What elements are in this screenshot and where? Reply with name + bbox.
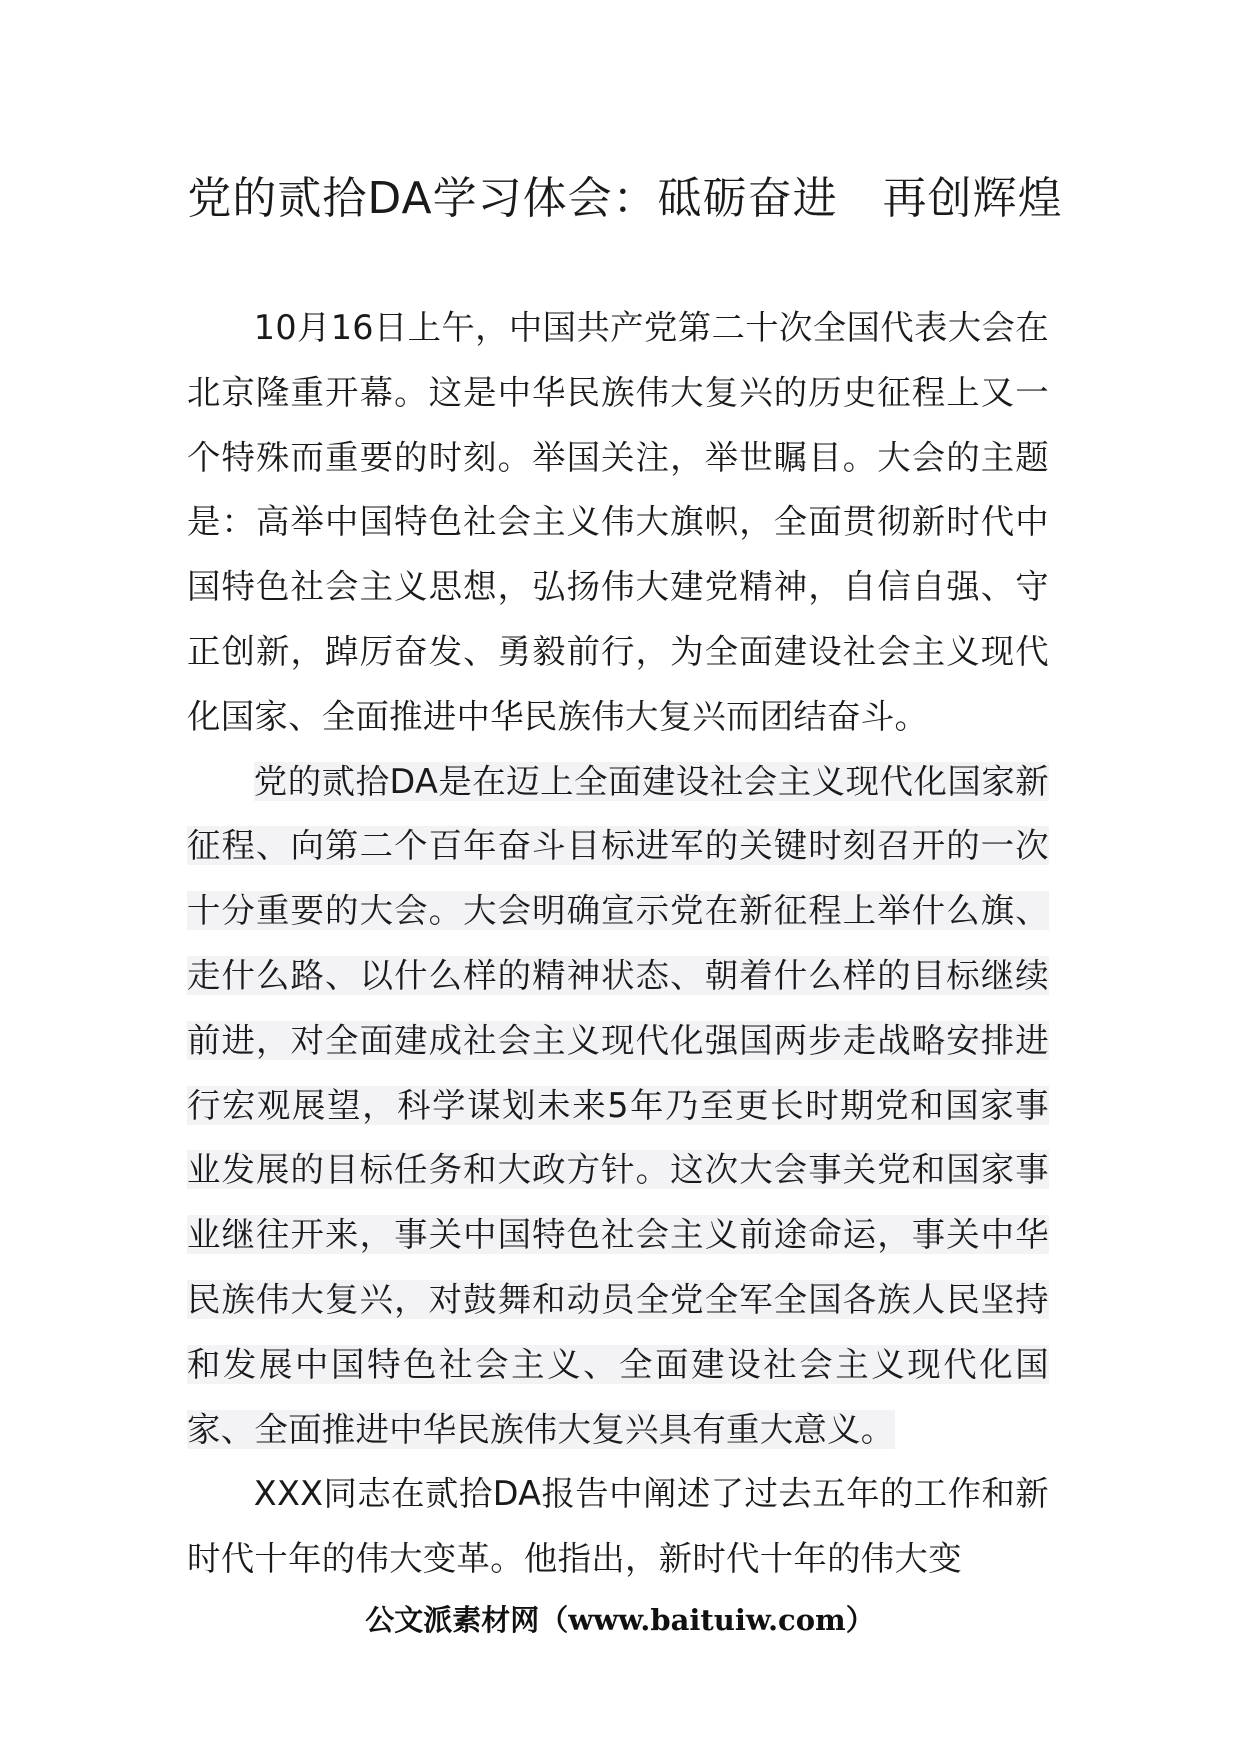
site-watermark-footer: 公文派素材网（www.baituiw.com） — [365, 1603, 875, 1637]
paragraph-2 — [187, 750, 1049, 1463]
paragraph-3: XXX同志在贰拾DA报告中阐述了过去五年的工作和新时代十年的伟大变革。他指出，新时代十年的伟大变 — [187, 1474, 1049, 1579]
paragraph-2-text: 党的贰拾DA是在迈上全面建设社会主义现代化国家新征程、向第二个百年奋斗目标进军的关键时刻召开的一次十分重要的大会。大会明确宣示党在新征程上举什么旗、走什么路、以什么样的精神状态、朝着什么样的目标继续前进，对全面建成社会主义现代化强国两步走战略安排进行宏观展望，科学谋划未来5年乃至更长时期党和国家事业发展的目标任务和大政方针。这次大会事关党和国家事业继往开来，事关中国特色社会主义前途命运，事关中华民族伟大复兴，对鼓舞和动员全党全军全国各族人民坚持和发展中国特色社会主义、全面建设社会主义现代化国家、全面推进中华民族伟大复兴具有重大意义。 — [187, 761, 1049, 1449]
paragraph-1: 10月16日上午，中国共产党第二十次全国代表大会在北京隆重开幕。这是中华民族伟大复兴的历史征程上又一个特殊而重要的时刻。举国关注，举世瞩目。大会的主题是：高举中国特色社会主义伟大旗帜，全面贯彻新时代中国特色社会主义思想，弘扬伟大建党精神，自信自强、守正创新，踔厉奋发、勇毅前行，为全面建设社会主义现代化国家、全面推进中华民族伟大复兴而团结奋斗。 — [187, 308, 1049, 736]
document-body — [187, 296, 1049, 1592]
document-title: 党的贰拾DA学习体会：砥砺奋进 再创辉煌 — [187, 173, 1063, 224]
